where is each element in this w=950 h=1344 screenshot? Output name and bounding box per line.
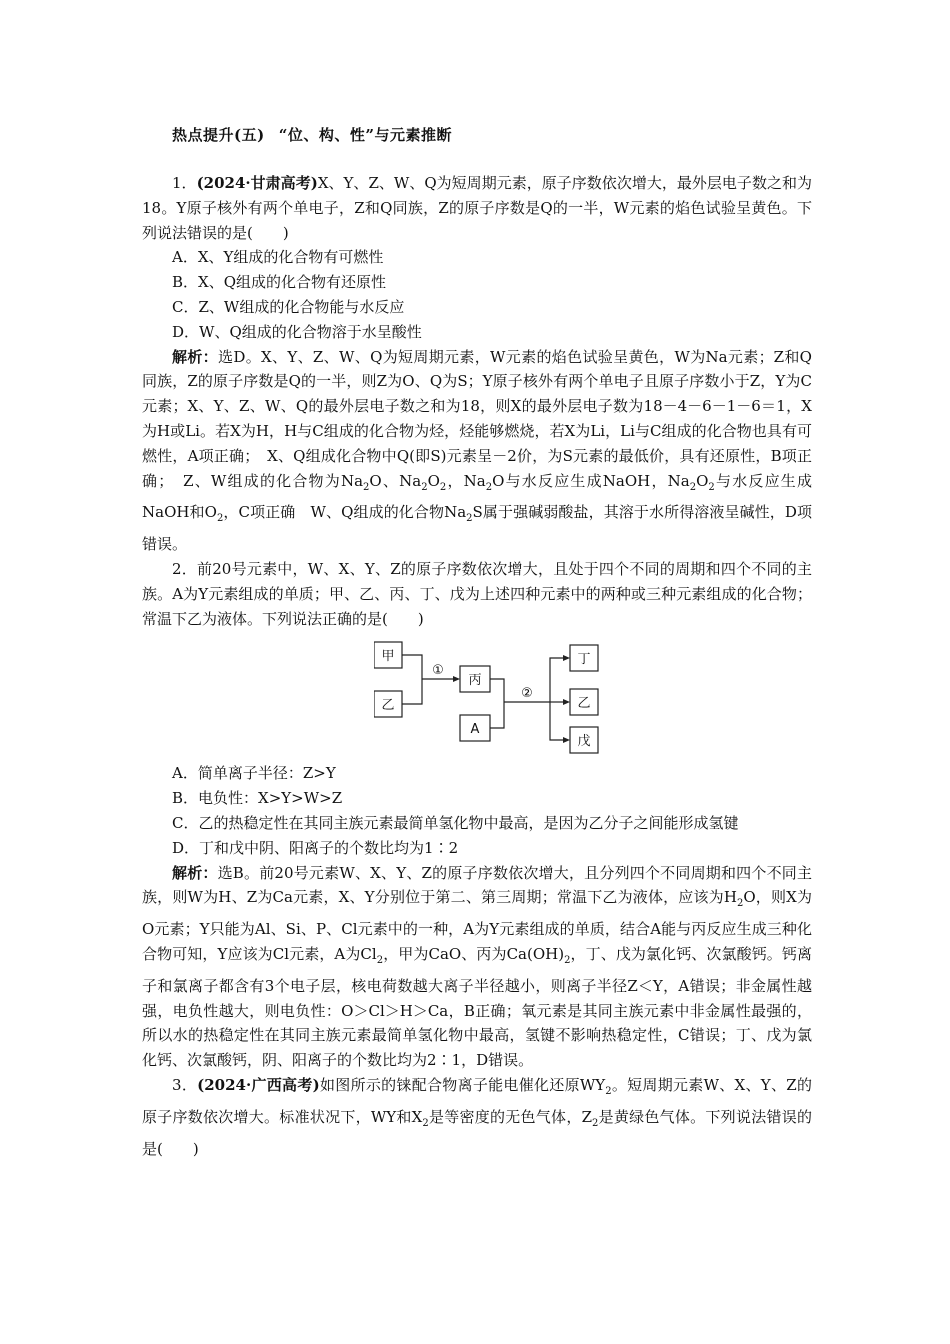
label-step-1: ① [432,663,444,679]
label-step-2: ② [521,686,533,702]
section-title-topic: “位、构、性”与元素推断 [278,126,452,144]
label-wu: 戊 [577,734,591,750]
content-column [142,124,812,1161]
label-ding: 丁 [577,652,591,668]
question-2-option-d: D．丁和戊中阴、阳离子的个数比均为1∶2 [172,838,459,857]
branch-line [550,658,564,740]
label-a: A [470,722,480,738]
label-yi-left: 乙 [381,698,395,714]
question-2-stem: 2．前20号元素中，W、X、Y、Z的原子序数依次增大，且处于四个不同的周期和四个不同的主族。A为Y元素组成的单质；甲、乙、丙、丁、戊为上述四种元素中的两种或三种元素组成的化合物；常温下乙为液体。下列说法正确的是( ) [142,559,813,628]
reaction-flow-diagram [374,639,614,755]
question-3-source: (2024·广西高考) [197,1075,320,1094]
question-2-option-a: A．简单离子半径：Z>Y [172,764,336,783]
question-1-option-d: D．W、Q组成的化合物溶于水呈酸性 [172,322,422,341]
join-line-middle [490,679,504,728]
question-1-source: (2024·甘肃高考) [196,174,318,192]
arrowhead-to-ding [563,655,570,661]
question-2-option-c: C．乙的热稳定性在其同主族元素最简单氢化物中最高，是因为乙分子之间能形成氢键 [172,813,739,832]
label-yi-right: 乙 [577,696,591,712]
section-title [172,124,812,145]
arrowhead-to-bing [453,676,460,682]
join-line-left [402,655,422,704]
arrowhead-to-yi [563,699,570,705]
question-2-solution: 解析：选B。前20号元素W、X、Y、Z的原子序数依次增大，且分列四个不同周期和四个不同主族，则W为H、Z为Ca元素，X、Y分别位于第二、第三周期；常温下乙为液体，应该为$H_2O$，则X为O元素；Y只能为Al、Si、P、Cl元素中的一种，A为Y元素组成的单质，结合A能与丙反应生成三种化合物可知，Y应该为Cl元素，A为$Cl_2$，甲为CaO、丙为$Ca(OH)_2$，丁、戊为氯化钙、次氯酸钙。钙离子和氯离子都含有3个电子层，核电荷数越大离子半径越小，则离子半径Z＜Y，A错误；非金属性越强，电负性越大，则电负性：O＞Cl＞H＞Ca，B正确；氧元素是其同主族元素中非金属性最强的，所以水的热稳定性在其同主族元素最简单氢化物中最高，氢键不影响热稳定性，C错误；丁、戊为氯化钙、次氯酸钙，阴、阳离子的个数比均为2∶1，D错误。 [142,863,812,1070]
label-bing: 丙 [468,673,482,689]
section-title-number: 热点提升(五) [172,126,265,144]
question-1-solution: 解析：选D。X、Y、Z、W、Q为短周期元素，W元素的焰色试验呈黄色，W为Na元素；Z和Q同族，Z的原子序数是Q的一半，则Z为O、Q为S；Y原子核外有两个单电子且原子序数小于Z，Y为C元素；X、Y、Z、W、Q的最外层电子数之和为18，则X的最外层电子数为18－4－6－1－6＝1，X为H或Li。若X为H，H与C组成的化合物为烃，烃能够燃烧，若X为Li，Li与C组成的化合物也具有可燃性，A项正确； X、Q组成化合物中Q(即S)元素呈－2价，为S元素的最低价，具有还原性，B项正确； Z、W组成的化合物为$Na_2O$、$Na_2O_2$，$Na_2O$与水反应生成NaOH，$Na_2O_2$与水反应生成NaOH和$O_2$，C项正确 W、Q组成的化合物$Na_2S$属于强碱弱酸盐，其溶于水所得溶液呈碱性，D项错误。 [142,347,813,554]
reaction-flow-svg [374,639,614,755]
question-3-stem: 3．(2024·广西高考)如图所示的铼配合物离子能电催化还原$WY_2$。短周期元素W、X、Y、Z的原子序数依次增大。标准状况下，WY和$X_2$是等密度的无色气体，$Z_2$是黄绿色气体。下列说法错误的是( ) [142,1075,812,1158]
question-1-option-c: C．Z、W组成的化合物能与水反应 [172,297,405,316]
label-jia: 甲 [381,649,395,665]
question-1-stem: 1．(2024·甘肃高考)X、Y、Z、W、Q为短周期元素，原子序数依次增大，最外层电子数之和为18。Y原子核外有两个单电子，Z和Q同族，Z的原子序数是Q的一半，W元素的焰色试验呈黄色。下列说法错误的是( ) [142,174,812,242]
question-1-option-b: B．X、Q组成的化合物有还原性 [172,273,387,292]
question-2-option-b: B．电负性：X>Y>W>Z [172,789,343,808]
arrowhead-to-wu [563,737,570,743]
question-1-option-a: A．X、Y组成的化合物有可燃性 [172,248,384,267]
